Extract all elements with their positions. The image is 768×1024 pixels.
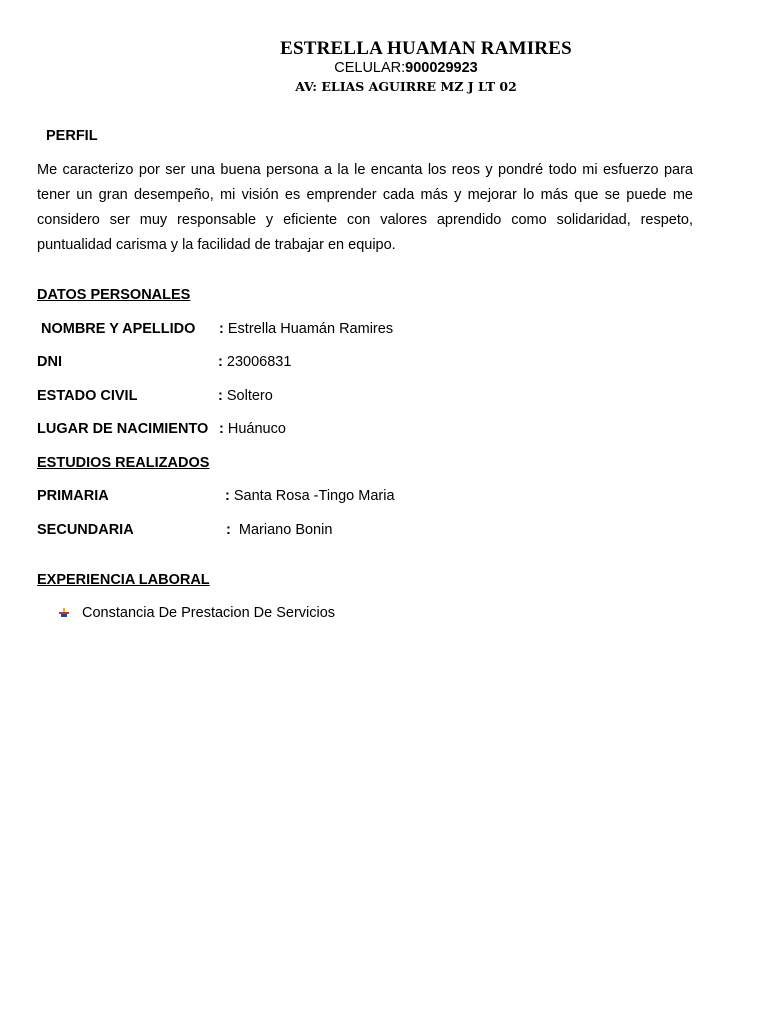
secondary-value-wrap: : Mariano Bonin [226, 522, 333, 538]
birthplace-value: Huánuco [227, 421, 286, 437]
bullet-icon [58, 607, 70, 619]
experience-list-item [58, 605, 335, 621]
profile-title: PERFIL [46, 128, 98, 144]
secondary-value: Mariano Bonin [238, 522, 333, 538]
civil-status-value: Soltero [226, 388, 273, 404]
dni-label: DNI [37, 354, 62, 370]
phone-value: 900029923 [405, 60, 478, 76]
primary-value: Santa Rosa -Tingo Maria [233, 488, 395, 504]
phone-label: CELULAR: [334, 60, 406, 76]
profile-text: Me caracterizo por ser una buena persona a la le encanta los reos y pondré todo mi esfuerzo para tener un gran desempeño, mi visión es emprender cada más y mejorar lo más que se puede me considero ser muy responsable y eficiente con valores aprendido como solidaridad, respeto, puntualidad carisma y la facilidad de trabajar en equipo. [37, 162, 693, 253]
experience-title: EXPERIENCIA LABORAL [37, 572, 210, 588]
phone-line [0, 60, 768, 76]
personal-data-title: DATOS PERSONALES [37, 287, 191, 303]
experience-item-text: Constancia De Prestacion De Servicios [82, 605, 336, 621]
studies-title: ESTUDIOS REALIZADOS [37, 455, 210, 471]
civil-status-label: ESTADO CIVIL [37, 388, 138, 404]
civil-status-value-wrap: : Soltero [218, 388, 273, 404]
personal-name-value-wrap: : Estrella Huamán Ramires [219, 321, 394, 337]
resume-name: ESTRELLA HUAMAN RAMIRES [280, 38, 572, 59]
secondary-label: SECUNDARIA [37, 522, 134, 538]
primary-value-wrap: : Santa Rosa -Tingo Maria [225, 488, 395, 504]
primary-label: PRIMARIA [37, 488, 109, 504]
personal-name-label: NOMBRE Y APELLIDO [41, 321, 196, 337]
address-line: AV: ELIAS AGUIRRE MZ J LT 02 [295, 79, 517, 94]
birthplace-label: LUGAR DE NACIMIENTO [37, 421, 209, 437]
birthplace-value-wrap: : Huánuco [219, 421, 286, 437]
dni-value: 23006831 [226, 354, 292, 370]
personal-name-value: Estrella Huamán Ramires [227, 321, 394, 337]
dni-value-wrap: : 23006831 [218, 354, 292, 370]
